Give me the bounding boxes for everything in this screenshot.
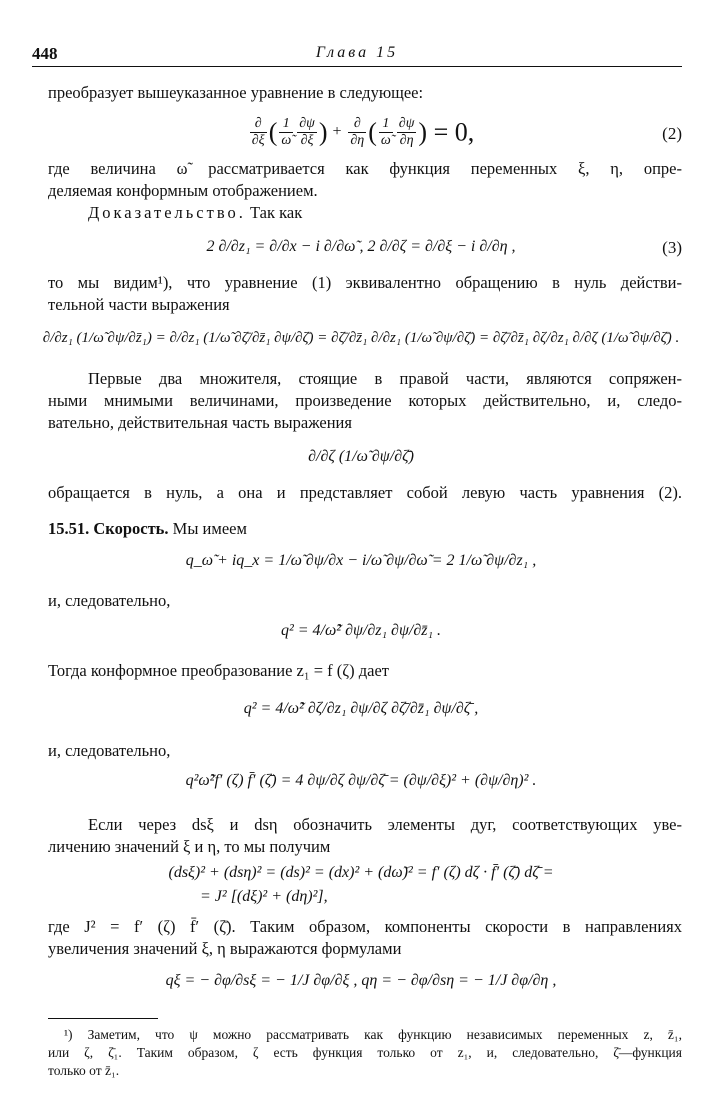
equation-q2-conformal: q² = 4/ω̃² ∂ζ/∂z₁ ∂ψ/∂ζ ∂ζ̄/∂z̄₁ ∂ψ/∂ζ̄ ,: [243, 700, 479, 717]
paragraph-line: деляемая конформным отображением.: [48, 181, 318, 200]
footnote-line: только от z̄₁.: [48, 1063, 120, 1078]
equation-arc-length: (dsξ)² + (dsη)² = (ds)² = (dx)² + (dω̃)² = f′ (ζ) dζ · f̄′ (ζ̄) dζ̄ =: [168, 864, 554, 881]
equation-3: 2 ∂/∂z₁ = ∂/∂x − i ∂/∂ω̃ , 2 ∂/∂ζ = ∂/∂ξ − i ∂/∂η ,: [206, 238, 516, 255]
footnote-rule: [48, 1018, 158, 1019]
equation-q2-omega: q²ω̃²f′ (ζ) f̄′ (ζ̄) = 4 ∂ψ/∂ζ ∂ψ/∂ζ̄ = (∂ψ/∂ξ)² + (∂ψ/∂η)² .: [185, 772, 537, 789]
section-title: Скорость.: [93, 519, 169, 538]
equation-q2: q² = 4/ω̃² ∂ψ/∂z₁ ∂ψ/∂z̄₁ .: [280, 622, 442, 639]
equation-velocity: q_ω̃ + iq_x = 1/ω̃ ∂ψ/∂x − i/ω̃ ∂ψ/∂ω̃ = 2 1/ω̃ ∂ψ/∂z₁ ,: [185, 552, 537, 569]
equation-real-part: ∂/∂ζ (1/ω̃ ∂ψ/∂ζ̄): [308, 448, 414, 465]
section-number: 15.51.: [48, 519, 90, 538]
proof-word: Доказательство.: [88, 203, 246, 222]
paragraph-line: то мы видим¹), что уравнение (1) эквивалентно обращению в нуль действи-: [48, 273, 682, 292]
paragraph-line: ными мнимыми величинами, произведение которых действительно, и, следо-: [48, 391, 682, 410]
paragraph-line: увеличения значений ξ, η выражаются формулами: [48, 939, 402, 958]
equation-number: (2): [662, 124, 682, 143]
paragraph-line: Доказательство. Так как: [88, 203, 303, 222]
paragraph-line: вательно, действительная часть выражения: [48, 413, 352, 432]
equation-2: $\frac{\partial}{\partial\xi}$ ( $\frac{1}{\omegã}$ $\frac{\partial\psi}{\partial\xi}$ ) + $\frac{\partial}{\partial\eta}$ ( $\frac{1}{\omegã}$ $\frac{\partial\psi}{\partial\eta}$ ) = 0,: [251, 116, 475, 148]
paragraph-line: и, следовательно,: [48, 741, 171, 760]
running-title: Глава 15: [315, 44, 399, 61]
paragraph-line: тельной части выражения: [48, 295, 230, 314]
paragraph-line: где величина ω̃ рассматривается как функция переменных ξ, η, опре-: [48, 159, 682, 178]
page-number: 448: [32, 44, 58, 63]
footnote-line: ¹) Заметим, что ψ можно рассматривать как функцию независимых переменных z, z̄₁,: [64, 1027, 682, 1042]
equation-arc-length-cont: = J² [(dξ)² + (dη)²],: [200, 888, 328, 905]
equation-components: qξ = − ∂φ/∂sξ = − 1/J ∂φ/∂ξ , qη = − ∂φ/∂sη = − 1/J ∂φ/∂η ,: [165, 972, 557, 989]
equation-number: (3): [662, 238, 682, 257]
paragraph-line: обращается в нуль, а она и представляет собой левую часть уравнения (2).: [48, 483, 682, 502]
paragraph-line: и, следовательно,: [48, 591, 171, 610]
paragraph-line: личению значений ξ и η, то мы получим: [48, 837, 331, 856]
paragraph-line: Если через dsξ и dsη обозначить элементы дуг, соответствующих уве-: [88, 815, 682, 834]
section-heading: 15.51. Скорость. Мы имеем: [48, 519, 247, 538]
equation-chain: ∂/∂z₁ (1/ω̃ ∂ψ/∂z̄₁) = ∂/∂z₁ (1/ω̃ ∂ζ̄/∂z̄₁ ∂ψ/∂ζ̄) = ∂ζ̄/∂z̄₁ ∂/∂z₁ (1/ω̃ ∂ψ/∂ζ̄) = ∂ζ̄/∂z̄₁ ∂ζ/∂z₁ ∂/∂ζ (1/ω̃ ∂ψ/∂ζ̄) .: [42, 330, 680, 346]
paragraph-line: Тогда конформное преобразование z₁ = f (ζ) дает: [48, 661, 389, 680]
paragraph-line: где J² = f′ (ζ) f̄′ (ζ̄). Таким образом, компоненты скорости в направлениях: [48, 917, 682, 936]
footnote-line: или ζ, ζ̄₁. Таким образом, ζ есть функция только от z₁, и, следовательно, ζ̄—функция: [48, 1045, 682, 1060]
page-header: [32, 44, 682, 67]
paragraph-line: Первые два множителя, стоящие в правой части, являются сопряжен-: [88, 369, 682, 388]
paragraph-line: преобразует вышеуказанное уравнение в следующее:: [48, 83, 424, 102]
